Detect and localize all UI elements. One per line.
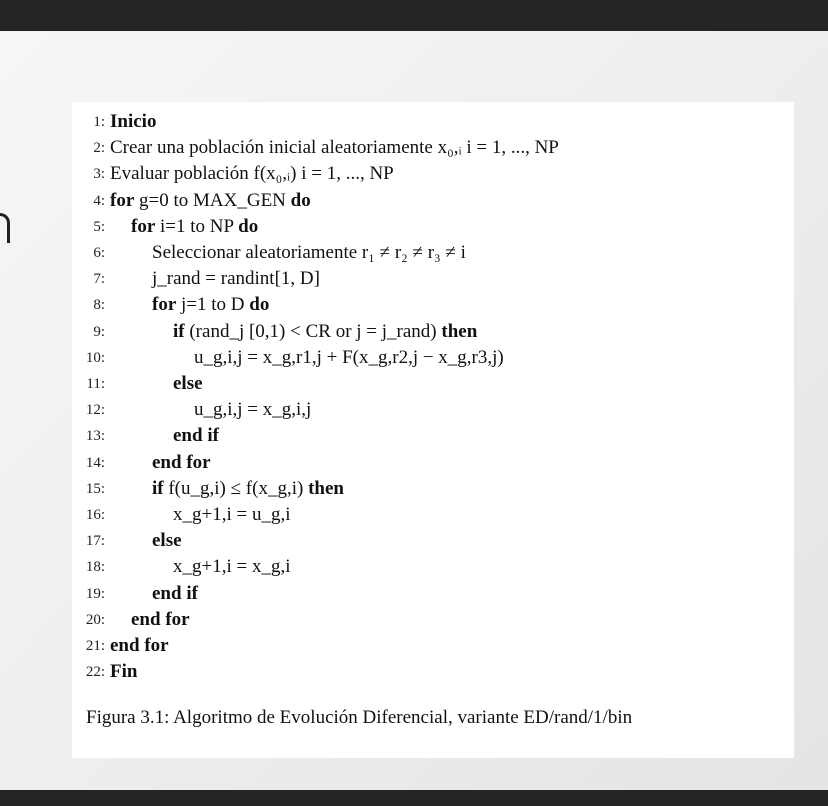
figure-caption: Figura 3.1: Algoritmo de Evolución Diferencial, variante ED/rand/1/bin [86,707,633,728]
algorithm-figure [72,102,794,758]
line-number: 8: [93,297,105,314]
line-number: 2: [93,140,105,157]
line-number: 5: [93,218,105,235]
line-number: 9: [93,323,105,340]
line-code: end for [131,608,190,630]
line-number: 18: [85,559,105,576]
line-code: if (rand_j [0,1) < CR or j = j_rand) then [173,320,478,342]
line-number: 1: [93,114,105,130]
line-code: for i=1 to NP do [131,215,259,237]
line-number: 17: [85,533,105,550]
line-code: Evaluar población f(x₀,ᵢ) i = 1, ..., NP [110,163,394,185]
keyword: do [290,189,311,211]
line-code: else [173,373,203,394]
line-code: x_g+1,i = u_g,i [173,504,291,525]
line-number: 16: [85,507,105,523]
keyword: then [308,477,344,499]
line-code: Inicio [110,111,157,132]
line-code: j_rand = randint[1, D] [152,268,320,290]
line-code: if f(u_g,i) ≤ f(x_g,i) then [152,477,344,499]
keyword: do [249,294,270,316]
keyword: if [152,477,164,499]
keyword: do [238,215,259,237]
line-code: u_g,i,j = x_g,i,j [194,399,312,421]
bottom-bar [0,790,828,806]
line-number: 11: [86,376,105,392]
line-code: Crear una población inicial aleatoriamente x₀,ᵢ i = 1, ..., NP [110,137,559,159]
line-code: Seleccionar aleatoriamente r₁ ≠ r₂ ≠ r₃ ≠ i [152,242,466,263]
line-number: 13: [85,428,105,445]
line-number: 12: [85,402,105,419]
keyword: for [131,215,156,237]
line-code: for g=0 to MAX_GEN do [110,189,311,211]
line-code: x_g+1,i = x_g,i [173,556,291,578]
line-number: 22: [85,664,105,681]
line-code: else [152,530,182,552]
keyword: then [441,320,478,342]
line-code: Fin [110,661,138,683]
keyword: for [152,294,177,316]
line-number: 7: [93,271,105,288]
top-bar [0,0,828,31]
line-code: end if [173,425,219,447]
line-number: 3: [93,166,105,183]
line-number: 19: [85,585,105,602]
line-number: 14: [85,454,105,471]
line-code: for j=1 to D do [152,294,270,316]
keyword: for [110,189,135,211]
line-code: end for [110,635,169,656]
line-number: 21: [85,638,105,654]
line-number: 15: [85,480,105,497]
line-number: 10: [85,349,105,366]
line-code: end for [152,451,211,473]
keyword: if [173,320,185,342]
line-code: u_g,i,j = x_g,r1,j + F(x_g,r2,j − x_g,r3,j) [194,346,504,368]
line-number: 20: [85,611,105,628]
line-number: 6: [93,245,105,261]
line-number: 4: [93,192,105,209]
line-code: end if [152,582,198,604]
cropped-letter-glyph [0,213,10,243]
